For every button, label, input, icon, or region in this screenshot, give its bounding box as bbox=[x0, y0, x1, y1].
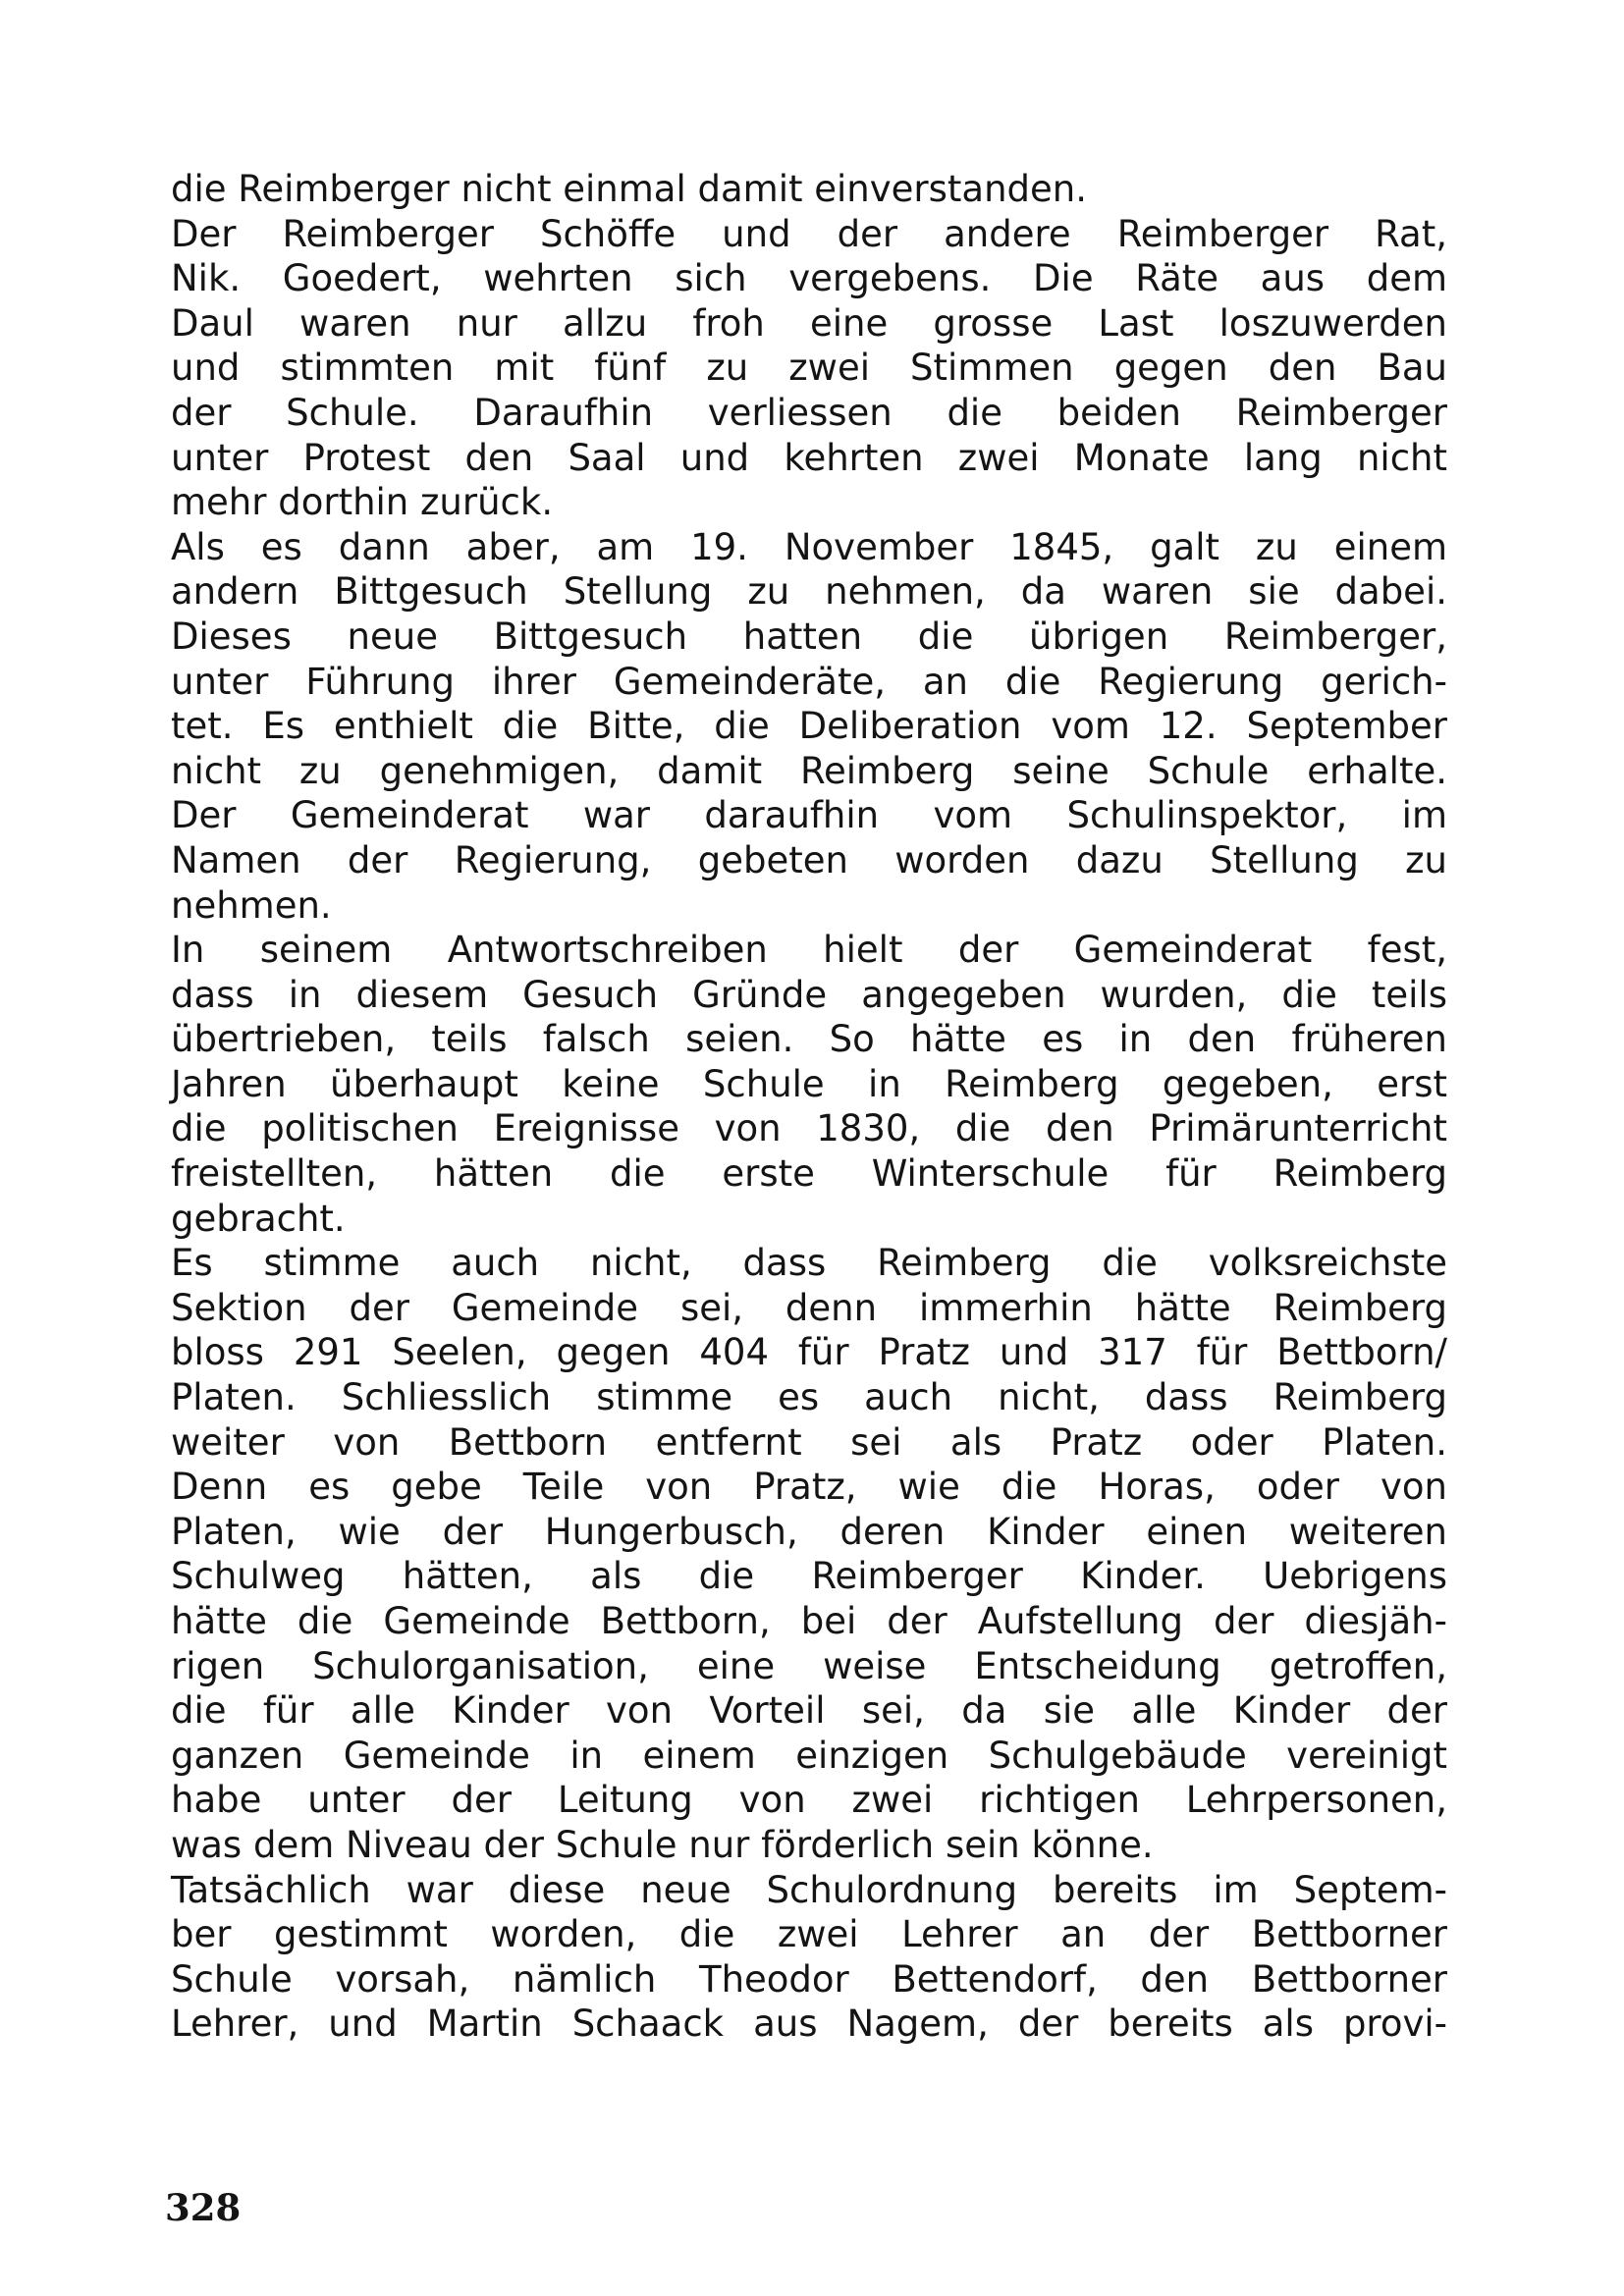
text-line: übertrieben, teils falsch seien. So hätte es in den früheren bbox=[171, 1018, 1447, 1061]
text-line: freistellten, hätten die erste Winterschule für Reimberg bbox=[171, 1152, 1447, 1196]
text-line: ber gestimmt worden, die zwei Lehrer an der Bettborner bbox=[171, 1913, 1447, 1956]
text-line: Lehrer, und Martin Schaack aus Nagem, der bereits als provi- bbox=[171, 2002, 1447, 2046]
text-line: nicht zu genehmigen, damit Reimberg seine Schule erhalte. bbox=[171, 749, 1447, 792]
text-line: Nik. Goedert, wehrten sich vergebens. Die Räte aus dem bbox=[171, 257, 1447, 300]
text-line: was dem Niveau der Schule nur förderlich sein könne. bbox=[171, 1823, 1154, 1866]
text-line: Sektion der Gemeinde sei, denn immerhin hätte Reimberg bbox=[171, 1286, 1447, 1329]
text-line: dass in diesem Gesuch Gründe angegeben wurden, die teils bbox=[171, 973, 1447, 1016]
text-line: Denn es gebe Teile von Pratz, wie die Horas, oder von bbox=[171, 1466, 1447, 1509]
text-line: habe unter der Leitung von zwei richtigen Lehrpersonen, bbox=[171, 1779, 1447, 1822]
text-line: Der Reimberger Schöffe und der andere Reimberger Rat, bbox=[171, 212, 1447, 255]
page-number: 328 bbox=[165, 2186, 242, 2229]
text-line: gebracht. bbox=[171, 1197, 346, 1240]
text-line: hätte die Gemeinde Bettborn, bei der Aufstellung der diesjäh- bbox=[171, 1600, 1447, 1642]
text-line: Dieses neue Bittgesuch hatten die übrigen Reimberger, bbox=[171, 614, 1447, 658]
text-line: bloss 291 Seelen, gegen 404 für Pratz und 317 für Bettborn/ bbox=[171, 1331, 1447, 1374]
text-line: Jahren überhaupt keine Schule in Reimberg gegeben, erst bbox=[171, 1062, 1447, 1105]
text-line: unter Protest den Saal und kehrten zwei Monate lang nicht bbox=[171, 436, 1447, 479]
text-line: der Schule. Daraufhin verliessen die beiden Reimberger bbox=[171, 391, 1447, 434]
text-line: Tatsächlich war diese neue Schulordnung bereits im Septem- bbox=[171, 1868, 1447, 1911]
text-line: Daul waren nur allzu froh eine grosse Last loszuwerden bbox=[171, 301, 1447, 345]
text-line: mehr dorthin zurück. bbox=[171, 481, 554, 524]
text-line: In seinem Antwortschreiben hielt der Gemeinderat fest, bbox=[171, 929, 1447, 972]
text-line: Als es dann aber, am 19. November 1845, galt zu einem bbox=[171, 525, 1447, 568]
text-line: rigen Schulorganisation, eine weise Entscheidung getroffen, bbox=[171, 1644, 1447, 1687]
text-line: Platen. Schliesslich stimme es auch nicht, dass Reimberg bbox=[171, 1376, 1447, 1419]
text-line: die Reimberger nicht einmal damit einverstanden. bbox=[171, 168, 1087, 210]
text-line: Platen, wie der Hungerbusch, deren Kinder einen weiteren bbox=[171, 1510, 1447, 1553]
text-line: Schule vorsah, nämlich Theodor Bettendorf, den Bettborner bbox=[171, 1957, 1447, 2001]
body-text bbox=[171, 167, 1447, 2047]
text-line: Schulweg hätten, als die Reimberger Kinder. Uebrigens bbox=[171, 1555, 1447, 1598]
text-line: die für alle Kinder von Vorteil sei, da sie alle Kinder der bbox=[171, 1689, 1447, 1733]
text-line: Der Gemeinderat war daraufhin vom Schulinspektor, im bbox=[171, 794, 1447, 837]
text-line: Es stimme auch nicht, dass Reimberg die volksreichste bbox=[171, 1242, 1447, 1285]
text-line: Namen der Regierung, gebeten worden dazu Stellung zu bbox=[171, 838, 1447, 881]
text-line: tet. Es enthielt die Bitte, die Deliberation vom 12. September bbox=[171, 705, 1447, 748]
text-line: unter Führung ihrer Gemeinderäte, an die Regierung gerich- bbox=[171, 660, 1447, 703]
text-line: nehmen. bbox=[171, 883, 332, 927]
text-line: ganzen Gemeinde in einem einzigen Schulgebäude vereinigt bbox=[171, 1734, 1447, 1777]
text-line: die politischen Ereignisse von 1830, die den Primärunterricht bbox=[171, 1107, 1447, 1150]
text-line: weiter von Bettborn entfernt sei als Pratz oder Platen. bbox=[171, 1420, 1447, 1464]
text-line: andern Bittgesuch Stellung zu nehmen, da waren sie dabei. bbox=[171, 570, 1447, 614]
text-line: und stimmten mit fünf zu zwei Stimmen gegen den Bau bbox=[171, 347, 1447, 390]
